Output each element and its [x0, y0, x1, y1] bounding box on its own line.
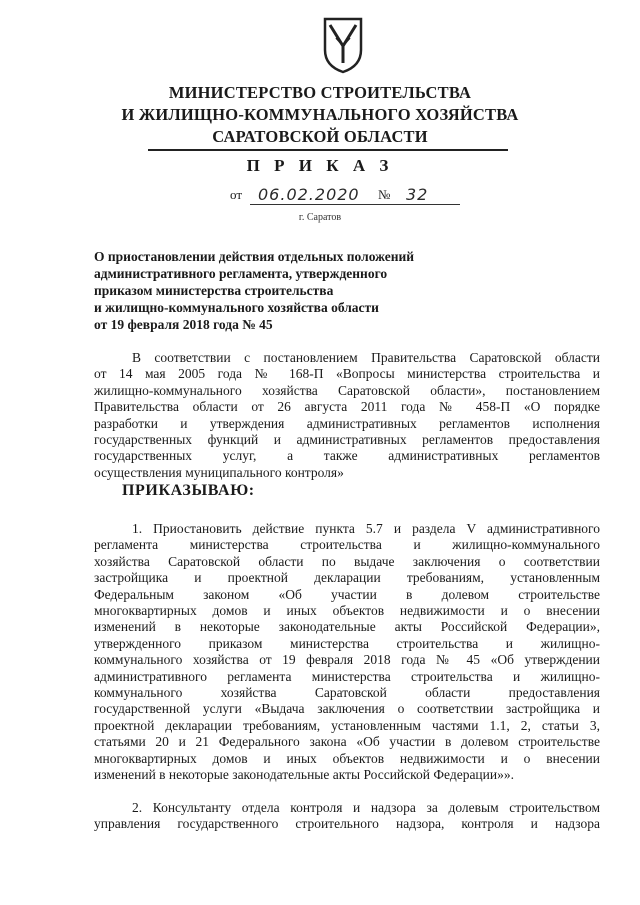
order-item-2 [94, 800, 600, 833]
item2-line: 2. Консультанту отдела контроля и надзора за долевым строительством [132, 800, 600, 815]
item1-line: коммунального хозяйства Саратовской области предоставления [94, 685, 600, 701]
order-date-number-line [230, 182, 490, 206]
city: г. Саратов [298, 212, 342, 223]
preamble-line: осуществления муниципального контроля» [94, 464, 344, 480]
item1-line: застройщика и проектной декларации требованиям, установленным [94, 570, 600, 586]
date-underline [250, 204, 398, 205]
number-prefix: № [378, 187, 391, 202]
preamble [94, 350, 600, 481]
subject-line: О приостановлении действия отдельных положений [94, 249, 415, 264]
subject-line: от 19 февраля 2018 года № 45 [94, 317, 273, 332]
preamble-line: государственных услуг, а также административных регламентов [94, 448, 600, 464]
item2-line: управления государственного строительного надзора, контроля и надзора [94, 816, 600, 832]
preamble-line: В соответствии с постановлением Правительства Саратовской области [132, 350, 600, 365]
number-underline [396, 204, 460, 205]
item1-line: проектной декларации требованиям, установленным частями 1.1, 2, статьи 3, [94, 717, 600, 733]
item1-line: статьями 20 и 21 Федерального закона «Об участии в долевом строительстве [94, 734, 600, 750]
item1-line: 1. Приостановить действие пункта 5.7 и раздела V административного [132, 521, 600, 536]
item1-line: утвержденного приказом министерства строительства и жилищно- [94, 635, 600, 651]
ministry-line-1: МИНИСТЕРСТВО СТРОИТЕЛЬСТВА [168, 83, 472, 102]
saratov-coat-of-arms-icon [322, 16, 364, 74]
preamble-line: жилищно-коммунального хозяйства Саратовской области», постановлением [94, 382, 600, 398]
item1-line: государственной услуги «Выдача заключения о соответствии застройщика и [94, 701, 600, 717]
order-subject [94, 248, 474, 333]
order-date: 06.02.2020 [258, 185, 360, 204]
order-title: П Р И К А З [246, 156, 394, 175]
ministry-name [0, 82, 640, 148]
preamble-line: разработки и утверждения административных регламентов исполнения [94, 415, 600, 431]
header-divider [148, 149, 508, 151]
ministry-line-2: И ЖИЛИЩНО-КОММУНАЛЬНОГО ХОЗЯЙСТВА [121, 105, 519, 124]
item1-line: изменений в некоторые законодательные акты Российской Федерации», [94, 619, 600, 635]
order-item-1 [94, 521, 600, 784]
item1-line: многоквартирных домов и иных объектов недвижимости и о внесении [94, 603, 600, 619]
item1-line: изменений в некоторые законодательные акты Российской Федерации»». [94, 767, 514, 783]
subject-line: и жилищно-коммунального хозяйства области [94, 300, 379, 315]
preamble-line: от 14 мая 2005 года № 168-П «Вопросы министерства строительства и [94, 366, 600, 382]
subject-line: административного регламента, утвержденного [94, 266, 388, 281]
item1-line: хозяйства Саратовской области по выдаче заключения о соответствии [94, 553, 600, 569]
command-prikazyvayu: ПРИКАЗЫВАЮ: [122, 482, 255, 499]
subject-line: приказом министерства строительства [94, 283, 334, 298]
item1-line: Федеральным законом «Об участии в долевом строительстве [94, 586, 600, 602]
date-prefix: от [230, 187, 243, 202]
item1-line: административного регламента министерства строительства и жилищно- [94, 668, 600, 684]
order-number: 32 [406, 185, 429, 204]
preamble-line: Правительства области от 26 августа 2011 года № 458-П «О порядке [94, 399, 600, 415]
item1-line: коммунального хозяйства от 19 февраля 2018 года № 45 «Об утверждении [94, 652, 600, 668]
preamble-line: государственных функций и административных регламентов предоставления [94, 432, 600, 448]
ministry-line-3: САРАТОВСКОЙ ОБЛАСТИ [212, 127, 428, 146]
item1-line: многоквартирных домов и иных объектов недвижимости и о внесении [94, 750, 600, 766]
item1-line: регламента министерства строительства и жилищно-коммунального [94, 537, 600, 553]
